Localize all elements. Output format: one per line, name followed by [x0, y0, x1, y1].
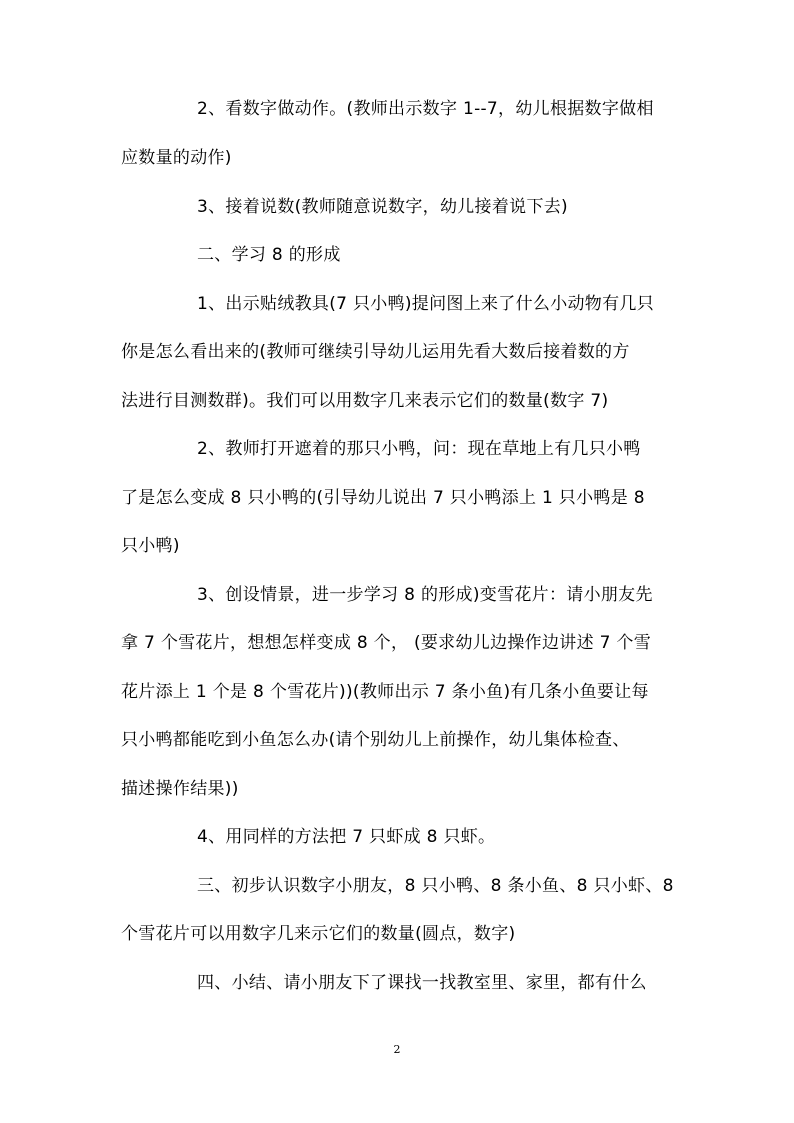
text-line: 只小鸭都能吃到小鱼怎么办(请个别幼儿上前操作，幼儿集体检查、 — [121, 730, 630, 750]
text-line: 你是怎么看出来的(教师可继续引导幼儿运用先看大数后接着数的方 — [121, 342, 630, 362]
section-heading: 三、初步认识数字小朋友，8 只小鸭、8 条小鱼、8 只小虾、8 — [197, 876, 674, 896]
section-heading: 四、小结、请小朋友下了课找一找教室里、家里，都有什么 — [197, 973, 647, 993]
text-line: 花片添上 1 个是 8 个雪花片))(教师出示 7 条小鱼)有几条小鱼要让每 — [121, 682, 649, 702]
text-line: 1、出示贴绒教具(7 只小鸭)提问图上来了什么小动物有几只 — [197, 294, 654, 314]
text-line: 法进行目测数群)。我们可以用数字几来表示它们的数量(数字 7) — [121, 391, 609, 411]
text-line: 描述操作结果)) — [121, 779, 239, 799]
text-line: 应数量的动作) — [121, 148, 232, 168]
text-line: 拿 7 个雪花片，想想怎样变成 8 个， (要求幼儿边操作边讲述 7 个雪 — [121, 633, 652, 653]
page-number: 2 — [393, 1043, 401, 1056]
text-line: 3、创设情景，进一步学习 8 的形成)变雪花片：请小朋友先 — [197, 585, 653, 605]
text-line: 个雪花片可以用数字几来示它们的数量(圆点，数字) — [121, 924, 516, 944]
text-line: 只小鸭) — [121, 536, 180, 556]
text-line: 3、接着说数(教师随意说数字，幼儿接着说下去) — [197, 197, 568, 217]
text-line: 2、看数字做动作。(教师出示数字 1--7，幼儿根据数字做相 — [197, 99, 654, 119]
text-line: 了是怎么变成 8 只小鸭的(引导幼儿说出 7 只小鸭添上 1 只小鸭是 8 — [121, 488, 645, 508]
text-line: 4、用同样的方法把 7 只虾成 8 只虾。 — [197, 827, 496, 847]
text-line: 2、教师打开遮着的那只小鸭，问：现在草地上有几只小鸭 — [197, 439, 641, 459]
section-heading: 二、学习 8 的形成 — [197, 245, 341, 265]
